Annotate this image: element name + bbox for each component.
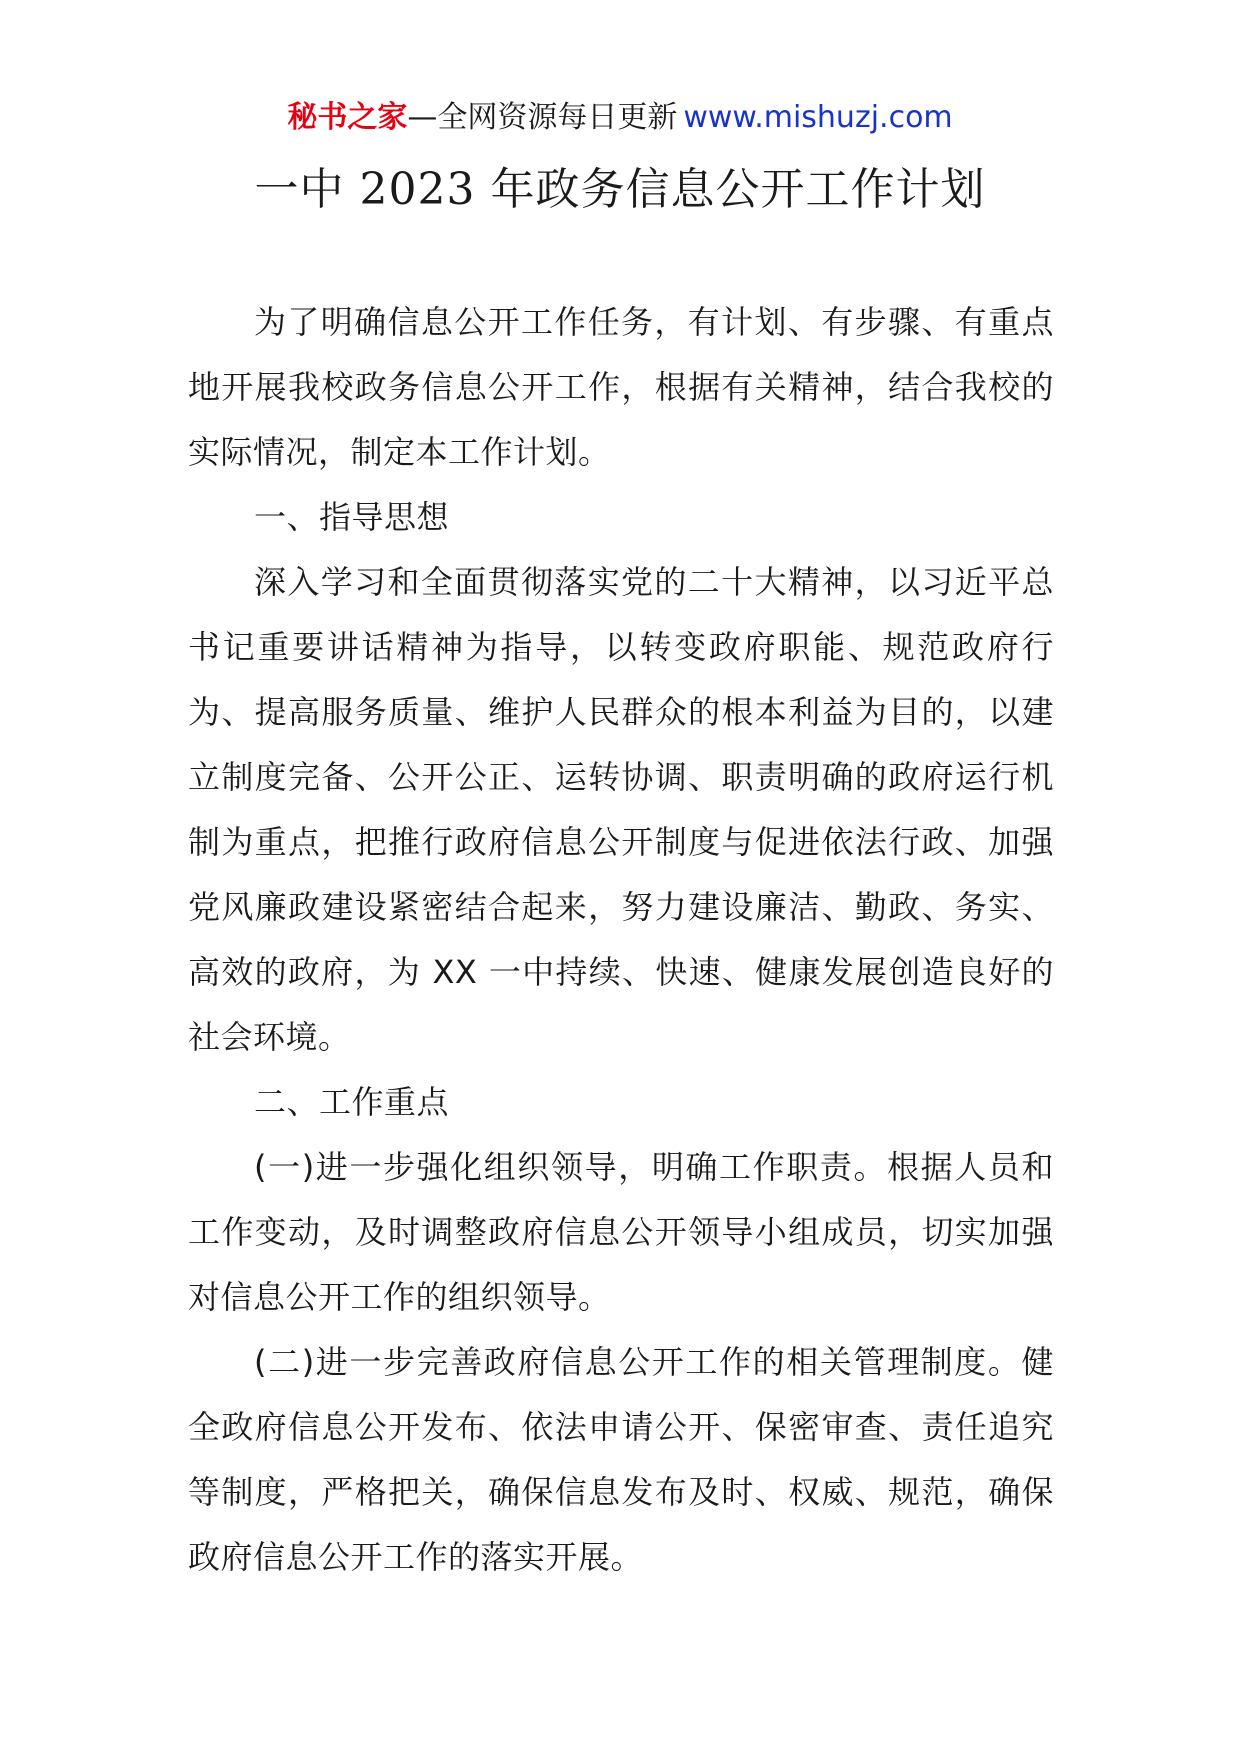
work-focus-item-1: (一)进一步强化组织领导，明确工作职责。根据人员和工作变动，及时调整政府信息公开领导小组成员，切实加强对信息公开工作的组织领导。 xyxy=(188,1148,1054,1316)
site-tagline: —全网资源每日更新 xyxy=(407,100,678,135)
section-heading-work-focus: 二、工作重点 xyxy=(254,1083,450,1121)
intro-paragraph: 为了明确信息公开工作任务，有计划、有步骤、有重点地开展我校政务信息公开工作，根据有关精神，结合我校的实际情况，制定本工作计划。 xyxy=(188,303,1054,471)
site-url-link[interactable]: www.mishuzj.com xyxy=(683,100,953,135)
guiding-thought-paragraph: 深入学习和全面贯彻落实党的二十大精神，以习近平总书记重要讲话精神为指导，以转变政府职能、规范政府行为、提高服务质量、维护人民群众的根本利益为目的，以建立制度完备、公开公正、运转协调、职责明确的政府运行机制为重点，把推行政府信息公开制度与促进依法行政、加强党风廉政建设紧密结合起来，努力建设廉洁、勤政、务实、高效的政府，为 XX 一中持续、快速、健康发展创造良好的社会环境。 xyxy=(188,563,1054,1056)
document-body xyxy=(188,290,1054,1590)
section-heading-guiding-thought: 一、指导思想 xyxy=(254,498,450,536)
work-focus-item-2: (二)进一步完善政府信息公开工作的相关管理制度。健全政府信息公开发布、依法申请公开、保密审查、责任追究等制度，严格把关，确保信息发布及时、权威、规范，确保政府信息公开工作的落实开展。 xyxy=(188,1343,1054,1576)
site-brand: 秘书之家 xyxy=(287,100,408,135)
site-header xyxy=(0,98,1240,138)
document-title: 一中 2023 年政务信息公开工作计划 xyxy=(254,164,986,215)
